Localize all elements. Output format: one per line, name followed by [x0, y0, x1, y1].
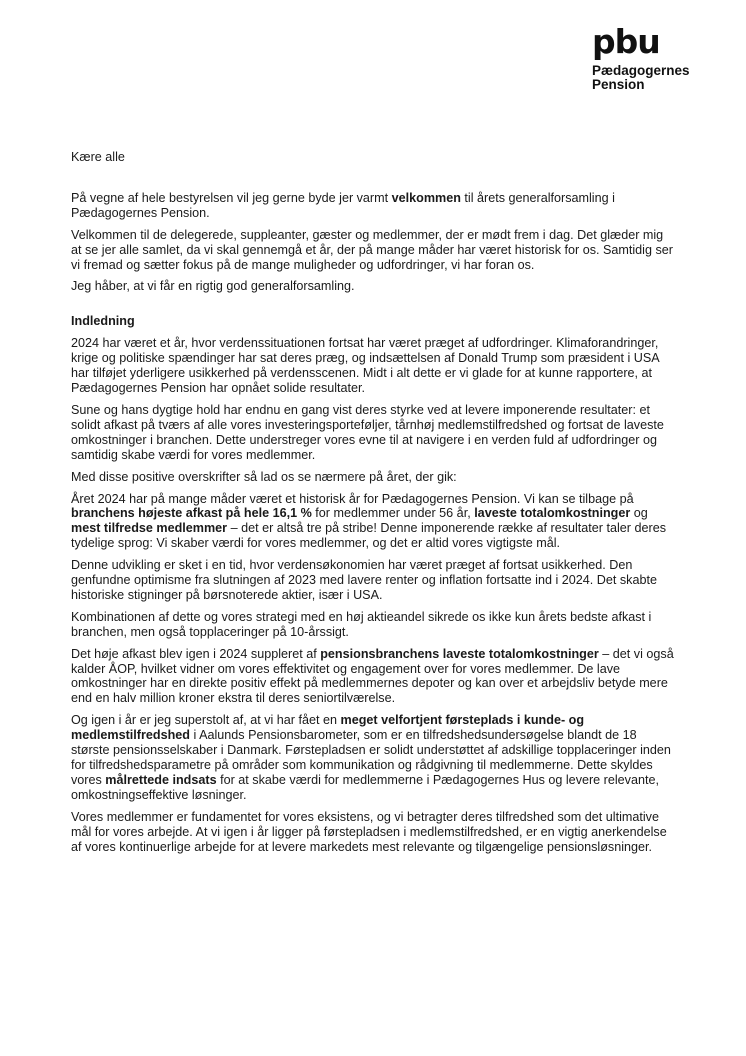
bold-run: velkommen	[391, 190, 461, 205]
greeting: Kære alle	[71, 150, 125, 164]
section-paragraph-7	[71, 647, 675, 707]
logo-line-1: Pædagogernes	[592, 63, 690, 78]
section-heading: Indledning	[71, 314, 135, 329]
intro-paragraph-3: Jeg håber, at vi får en rigtig god generalforsamling.	[71, 279, 355, 294]
text-run: – det vi også kalder ÅOP, hvilket vidner om vores effektivitet og engagement over for vores medlemmer. De lave omkostninger har en direkte positiv effekt på medlemmernes depoter og kan over et arbejdsliv betyde mere end en halv million kroner ekstra til deres seniortilværelse.	[71, 646, 674, 706]
text-run: og	[630, 506, 648, 521]
section-paragraph-9: Vores medlemmer er fundamentet for vores eksistens, og vi betragter deres tilfredshed som det ultimative mål for vores arbejde. At vi igen i år ligger på førstepladsen i medlemstilfredshed, er en vigtig anerkendelse af vores kontinuerlige arbejde for at levere markedets mest relevante og tilgængelige pensionsløsninger.	[71, 809, 667, 854]
text-run: for medlemmer under 56 år,	[311, 506, 475, 521]
text-run: til årets generalforsamling i Pædagogernes Pension.	[71, 190, 615, 220]
section-paragraph-5: Denne udvikling er sket i en tid, hvor verdensøkonomien har været præget af fortsat usikkerhed. Den genfundne optimisme fra slutningen af 2023 med lavere renter og inflation fortsatte ind i 2024. Det skabte historiske stigninger på børsnoterede aktier, især i USA.	[71, 558, 657, 602]
letter-body	[71, 150, 675, 861]
text-run: – det er altså tre på stribe! Denne imponerende række af resultater taler deres tydelige sprog: Vi skaber værdi for vores medlemmer, og det er altid vores vigtigste mål.	[71, 521, 667, 551]
section-paragraph-2: Sune og hans dygtige hold har endnu en gang vist deres styrke ved at levere imponerende resultater: et solidt afkast på tværs af alle vores investeringsporteføljer, tårnhøj medlemstilfredshed og fortsat de laveste omkostninger i branchen. Dette understreger vores evne til at navigere i en verden fuld af udfordringer og samtidig skabe værdi for vores medlemmer.	[71, 402, 664, 462]
logo-line-2: Pension	[592, 77, 645, 92]
logo-text	[592, 64, 690, 92]
bold-run: branchens højeste afkast på hele 16,1 %	[71, 506, 312, 521]
text-run: På vegne af hele bestyrelsen vil jeg gerne byde jer varmt	[71, 190, 392, 205]
bold-run: mest tilfredse medlemmer	[71, 521, 228, 536]
text-run: i Aalunds Pensionsbarometer, som er en tilfredshedsundersøgelse blandt de 18 største pensionsselskaber i Danmark. Førstepladsen er solidt understøttet af adskillige topplaceringer inden for tilfredshedsparametre på områder som kommunikation og rådgivning til medlemmerne. Dette skyldes vores	[71, 728, 671, 787]
text-run: Og igen i år er jeg superstolt af, at vi har fået en	[71, 713, 341, 728]
bold-run: laveste totalomkostninger	[474, 506, 631, 521]
logo-mark: pbu	[592, 22, 660, 61]
intro-paragraph-2: Velkommen til de delegerede, suppleanter, gæster og medlemmer, der er mødt frem i dag. Det glæder mig at se jer alle samlet, da vi skal gennemgå et år, der på mange måder har været historisk for os. Samtidig ser vi fremad og sætter fokus på de mange muligheder og udfordringer, vi har foran os.	[71, 227, 673, 272]
bold-run: målrettede indsats	[105, 772, 217, 787]
brand-logo	[592, 24, 690, 92]
section-paragraph-3: Med disse positive overskrifter så lad os se nærmere på året, der gik:	[71, 469, 457, 484]
section-paragraph-4	[71, 492, 675, 552]
text-run: for at skabe værdi for medlemmerne i Pædagogernes Hus og levere relevante, omkostningseffektive løsninger.	[71, 772, 659, 802]
section-paragraph-1: 2024 har været et år, hvor verdenssituationen fortsat har været præget af udfordringer. Klimaforandringer, krige og politiske spændinger har sat deres præg, og indsættelsen af Donald Trump som præsident i USA har tilføjet yderligere usikkerhed på verdensscenen. Midt i alt dette er vi glade for at kunne rapportere, at Pædagogernes Pension har opnået solide resultater.	[71, 336, 660, 396]
text-run: Det høje afkast blev igen i 2024 suppleret af	[71, 646, 321, 661]
section-paragraph-8	[71, 713, 675, 802]
bold-run: meget velfortjent førsteplads i kunde- og medlemstilfredshed	[71, 713, 585, 743]
section-paragraph-6: Kombinationen af dette og vores strategi med en høj aktieandel sikrede os ikke kun årets bedste afkast i branchen, men også topplaceringer på 10-årssigt.	[71, 609, 652, 639]
bold-run: pensionsbranchens laveste totalomkostninger	[320, 646, 599, 661]
intro-paragraph-1	[71, 191, 675, 221]
text-run: Året 2024 har på mange måder været et historisk år for Pædagogernes Pension. Vi kan se tilbage på	[71, 491, 634, 506]
